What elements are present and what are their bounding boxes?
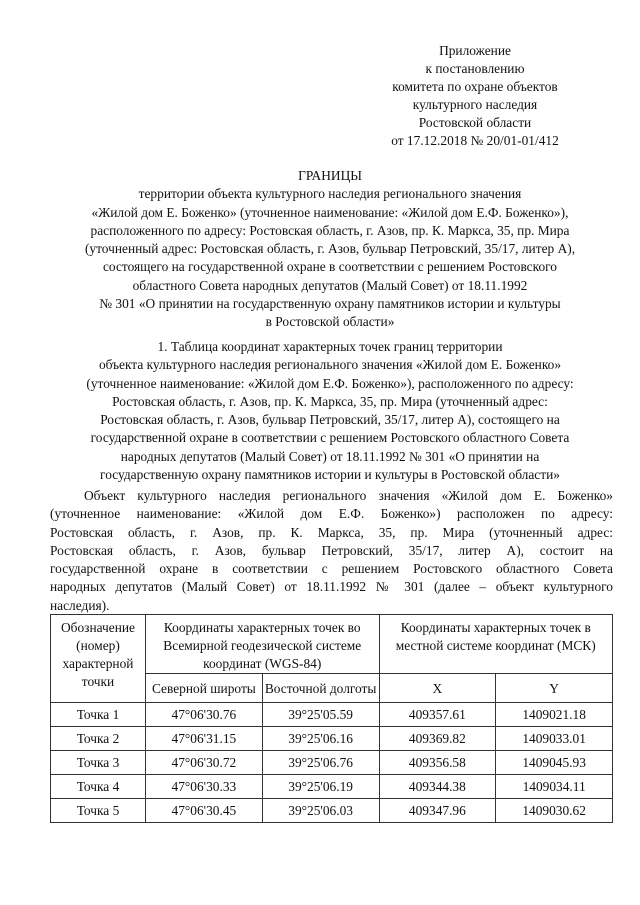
cell-latitude: 47°06'30.76 [146, 703, 263, 727]
paragraph-line: Ростовская область, г. Азов, пр. К. Маркса, 35, пр. Мира (уточненный адрес: [50, 524, 613, 540]
annex-header [330, 42, 620, 150]
table-row [51, 703, 613, 727]
table-row [51, 751, 613, 775]
paragraph-line: наследия). [50, 597, 110, 613]
body-paragraph [50, 487, 613, 615]
document-heading: ГРАНИЦЫ [298, 168, 362, 183]
header-wgs84: Координаты характерных точек во Всемирной геодезической системе координат (WGS-84) [146, 615, 380, 674]
cell-point: Точка 5 [51, 799, 146, 823]
cell-y: 1409045.93 [496, 751, 613, 775]
paragraph-line: (уточненное наименование: «Жилой дом Е.Ф. Боженко») расположен по адресу: [50, 506, 613, 522]
title-line: «Жилой дом Е. Боженко» (уточненное наименование: «Жилой дом Е.Ф. Боженко»), [91, 204, 569, 220]
coordinates-table-container [50, 614, 613, 823]
title-line: состоящего на государственной охране в соответствии с решением Ростовского [102, 259, 558, 275]
caption-line: Ростовская область, г. Азов, бульвар Петровский, 35/17, литер А), состоящего на [100, 412, 560, 428]
cell-y: 1409030.62 [496, 799, 613, 823]
cell-point: Точка 1 [51, 703, 146, 727]
cell-x: 409369.82 [379, 727, 496, 751]
cell-x: 409344.38 [379, 775, 496, 799]
table-caption [40, 338, 620, 484]
cell-longitude: 39°25'06.76 [262, 751, 379, 775]
cell-point: Точка 3 [51, 751, 146, 775]
paragraph-line: государственной охране в соответствии с решением Ростовского областного Совета [50, 561, 613, 577]
title-line: № 301 «О принятии на государственную охрану памятников истории и культуры [99, 296, 561, 312]
cell-latitude: 47°06'30.72 [146, 751, 263, 775]
title-line: расположенного по адресу: Ростовская область, г. Азов, пр. К. Маркса, 35, пр. Мира [90, 222, 570, 238]
header-x: X [379, 674, 496, 703]
paragraph-line: народных депутатов (Малый Совет) от 18.11.1992 № 301 (далее – объект культурного [50, 579, 613, 595]
header-msk: Координаты характерных точек в местной системе координат (МСК) [379, 615, 613, 674]
cell-x: 409347.96 [379, 799, 496, 823]
header-east-longitude: Восточной долготы [262, 674, 379, 703]
cell-point: Точка 2 [51, 727, 146, 751]
header-north-latitude: Северной широты [146, 674, 263, 703]
cell-latitude: 47°06'31.15 [146, 727, 263, 751]
table-row [51, 727, 613, 751]
coordinates-table [50, 614, 613, 823]
caption-line: народных депутатов (Малый Совет) от 18.11.1992 № 301 «О принятии на [120, 448, 540, 464]
table-row [51, 775, 613, 799]
header-y: Y [496, 674, 613, 703]
paragraph-line: Объект культурного наследия регионального значения «Жилой дом Е. Боженко» [84, 488, 613, 503]
title-line: территории объекта культурного наследия регионального значения [138, 186, 522, 202]
caption-line: Ростовская область, г. Азов, пр. К. Маркса, 35, пр. Мира (уточненный адрес: [112, 393, 548, 409]
table-header-row [51, 615, 613, 674]
cell-y: 1409033.01 [496, 727, 613, 751]
cell-longitude: 39°25'05.59 [262, 703, 379, 727]
cell-longitude: 39°25'06.03 [262, 799, 379, 823]
cell-latitude: 47°06'30.33 [146, 775, 263, 799]
cell-y: 1409021.18 [496, 703, 613, 727]
table-row [51, 799, 613, 823]
title-line: (уточненный адрес: Ростовская область, г. Азов, бульвар Петровский, 35/17, литер А), [84, 241, 576, 257]
caption-line: государственной охране в соответствии с решением Ростовского областного Совета [90, 430, 570, 446]
title-line: в Ростовской области» [265, 314, 395, 330]
cell-y: 1409034.11 [496, 775, 613, 799]
cell-latitude: 47°06'30.45 [146, 799, 263, 823]
caption-line: 1. Таблица координат характерных точек границ территории [157, 339, 503, 354]
annex-date-number: от 17.12.2018 № 20/01-01/412 [391, 133, 559, 148]
cell-longitude: 39°25'06.19 [262, 775, 379, 799]
annex-line: к постановлению [425, 61, 525, 76]
cell-point: Точка 4 [51, 775, 146, 799]
caption-line: государственную охрану памятников истории и культуры в Ростовской области» [100, 467, 560, 483]
annex-line: культурного наследия [412, 97, 538, 112]
caption-line: (уточненное наименование: «Жилой дом Е.Ф. Боженко»), расположенного по адресу: [86, 375, 574, 391]
annex-line: Ростовской области [418, 115, 532, 130]
header-point-id: Обозначение (номер) характерной точки [51, 615, 146, 703]
cell-longitude: 39°25'06.16 [262, 727, 379, 751]
annex-line: комитета по охране объектов [392, 79, 558, 94]
document-title-block [40, 167, 620, 332]
annex-line: Приложение [439, 43, 511, 58]
cell-x: 409357.61 [379, 703, 496, 727]
caption-line: объекта культурного наследия регионального значения «Жилой дом Е. Боженко» [98, 357, 562, 373]
cell-x: 409356.58 [379, 751, 496, 775]
paragraph-line: Ростовская область, г. Азов, бульвар Петровский, 35/17, литер А), состоит на [50, 542, 613, 558]
title-line: областного Совета народных депутатов (Малый Совет) от 18.11.1992 [132, 277, 528, 293]
